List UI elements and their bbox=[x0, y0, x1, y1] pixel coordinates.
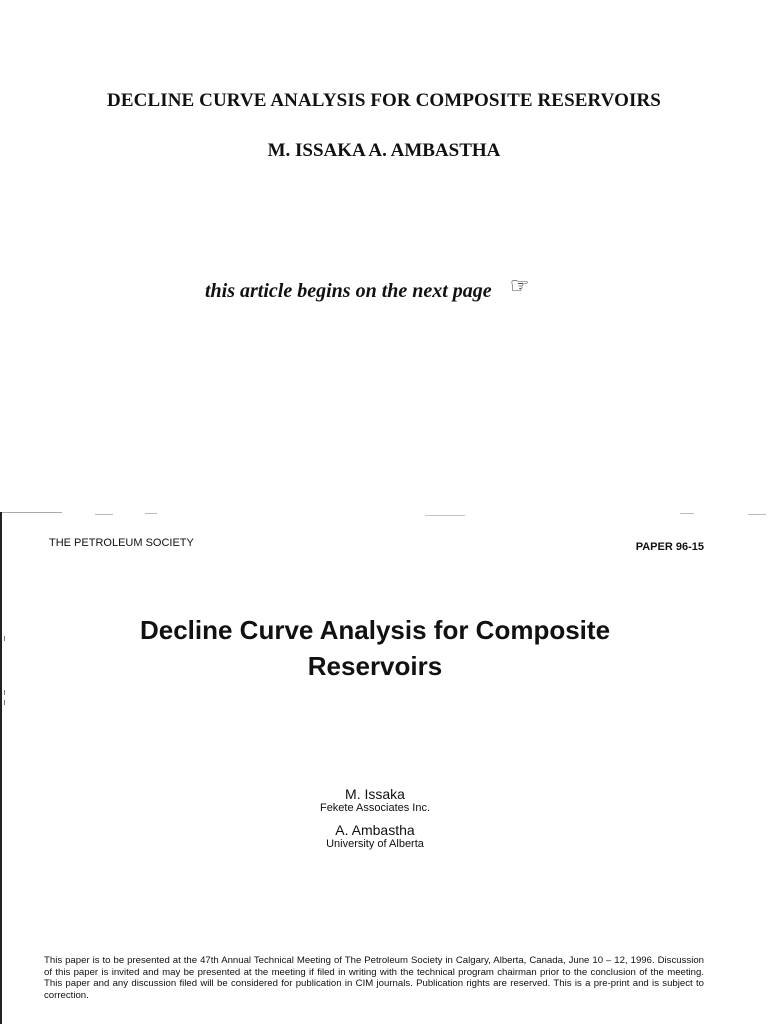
scan-speck bbox=[95, 514, 113, 515]
author-name: A. Ambastha bbox=[335, 822, 415, 838]
author-block bbox=[0, 822, 750, 850]
scan-speck bbox=[748, 514, 766, 515]
scan-dot bbox=[4, 700, 5, 705]
article-title bbox=[0, 612, 750, 684]
cover-note-row bbox=[205, 272, 530, 303]
cover-title: DECLINE CURVE ANALYSIS FOR COMPOSITE RESERVOIRS bbox=[107, 90, 661, 111]
paper-number: PAPER 96-15 bbox=[635, 541, 704, 553]
author-affiliation: University of Alberta bbox=[326, 838, 424, 850]
society-name: THE PETROLEUM SOCIETY bbox=[49, 537, 194, 549]
article-title-line-1: Decline Curve Analysis for Composite bbox=[139, 615, 611, 645]
scan-left-edge bbox=[0, 512, 2, 1024]
scan-speck bbox=[145, 513, 157, 514]
scan-speck bbox=[425, 515, 465, 516]
scan-dot bbox=[4, 690, 5, 695]
article-title-line-2: Reservoirs bbox=[307, 651, 443, 681]
pointing-hand-icon: ☞ bbox=[509, 272, 530, 298]
copyright-footnote: This paper is to be presented at the 47th Annual Technical Meeting of The Petroleum Society in Calgary, Alberta, Canada, June 10 – 12, 1996. Discussion of this paper is invited and may be presented at the meeting if filed in writing with the technical program chairman prior to the conclusion of the meeting. This paper and any discussion filed will be considered for publication in CIM journals. Publication rights are reserved. This is a pre-print and is subject to correction. bbox=[44, 955, 704, 1002]
cover-authors: M. ISSAKA A. AMBASTHA bbox=[267, 140, 501, 161]
author-name: M. Issaka bbox=[345, 786, 405, 802]
scan-speck bbox=[2, 512, 62, 513]
scan-speck bbox=[680, 513, 694, 514]
cover-note: this article begins on the next page bbox=[205, 280, 492, 302]
author-affiliation: Fekete Associates Inc. bbox=[319, 802, 431, 814]
author-block bbox=[0, 786, 750, 814]
